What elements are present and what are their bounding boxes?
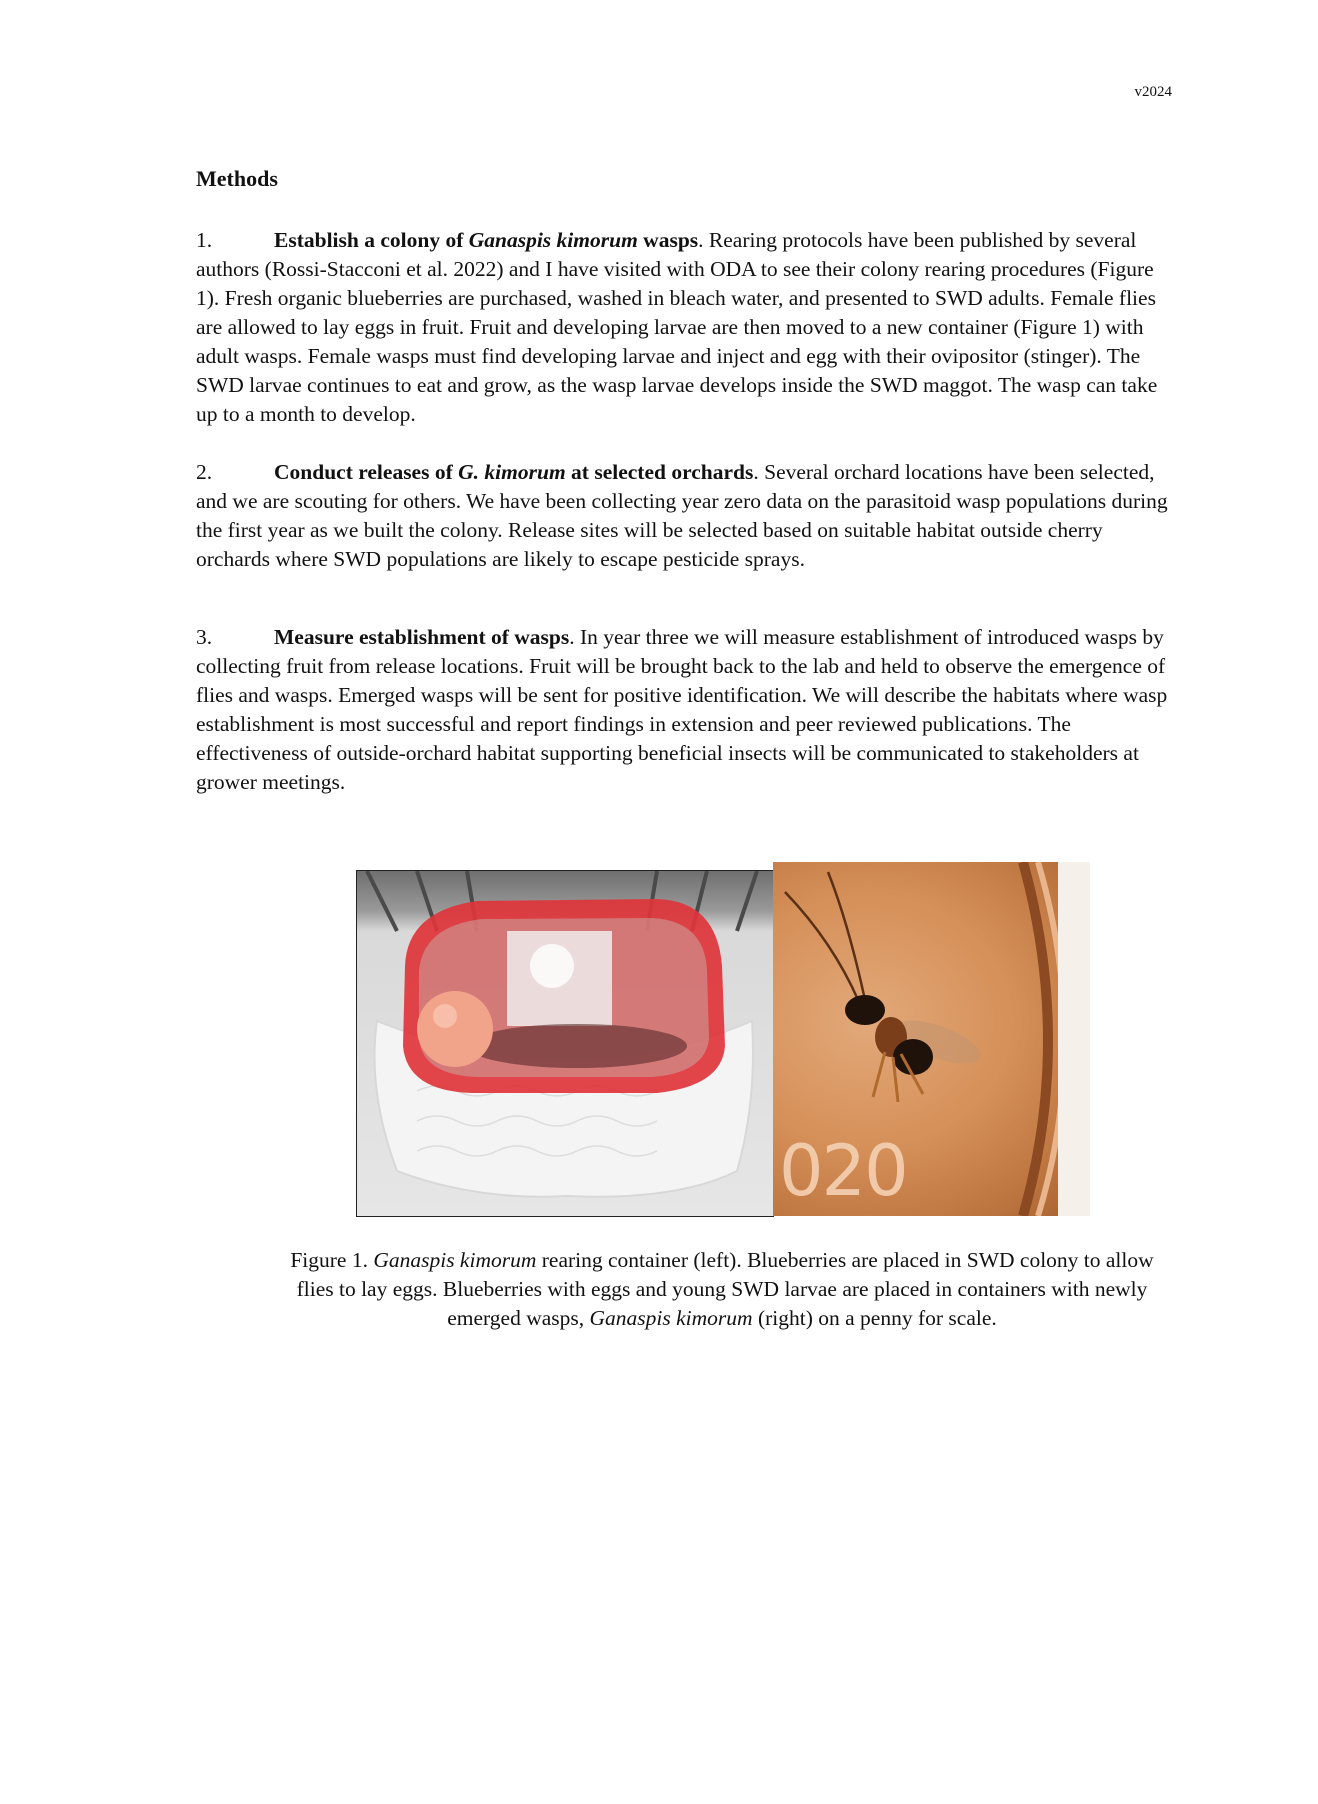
method-item-2: [196, 458, 1181, 574]
figure-1: [356, 862, 1090, 1217]
item-body: . Rearing protocols have been published by several authors (Rossi-Stacconi et al. 2022) and I have visited with ODA to see their colony rearing procedures (Figure 1). Fresh organic blueberries are purchased, washed in bleach water, and presented to SWD adults. Female flies are allowed to lay eggs in fruit. Fruit and developing larvae are then moved to a new container (Figure 1) with adult wasps. Female wasps must find developing larvae and inject and egg with their ovipositor (stinger). The SWD larvae continues to eat and grow, as the wasp larvae develops inside the SWD maggot. The wasp can take up to a month to develop.: [196, 228, 1158, 426]
item-body: . Several orchard locations have been selected, and we are scouting for others. We have been collecting year zero data on the parasitoid wasp populations during the first year as we built the colony. Release sites will be selected based on suitable habitat outside cherry orchards where SWD populations are likely to escape pesticide sprays.: [196, 460, 1168, 571]
method-item-3: [196, 623, 1181, 797]
rearing-container-photo: [356, 870, 774, 1217]
version-label: v2024: [1134, 84, 1172, 100]
figure-caption: Figure 1. Ganaspis kimorum rearing container (left). Blueberries are placed in SWD colony to allow flies to lay eggs. Blueberries with eggs and young SWD larvae are placed in containers with newly emerged wasps, Ganaspis kimorum (right) on a penny for scale.: [290, 1248, 1154, 1330]
item-number: 1.: [196, 228, 213, 252]
section-heading: Methods: [196, 166, 278, 191]
item-body: . In year three we will measure establishment of introduced wasps by collecting fruit from release locations. Fruit will be brought back to the lab and held to observe the emergence of flies and wasps. Emerged wasps will be sent for positive identification. We will describe the habitats where wasp establishment is most successful and report findings in extension and peer reviewed publications. The effectiveness of outside-orchard habitat supporting beneficial insects will be communicated to stakeholders at grower meetings.: [196, 625, 1168, 794]
item-title: Measure establishment of wasps: [274, 625, 570, 649]
rearing-container-illustration: [357, 871, 773, 1216]
wasp-on-penny-photo: [773, 862, 1090, 1216]
item-number: 2.: [196, 460, 213, 484]
item-number: 3.: [196, 625, 213, 649]
item-title: Establish a colony of Ganaspis kimorum wasps: [274, 228, 699, 252]
method-item-1: [196, 226, 1181, 429]
coin-year-text: 020: [779, 1130, 907, 1212]
item-title: Conduct releases of G. kimorum at selected orchards: [274, 460, 754, 484]
